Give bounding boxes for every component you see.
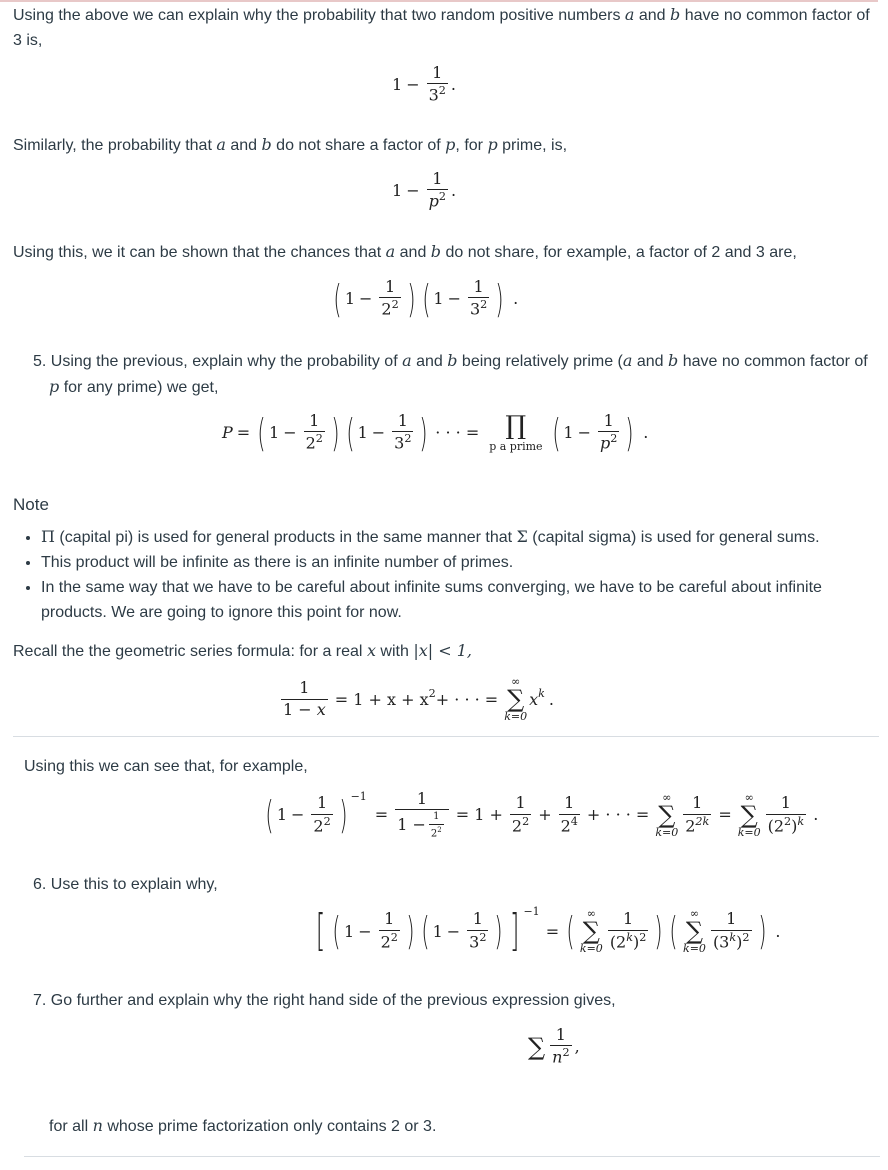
chances-paragraph: Using this, we it can be shown that the chances that a and b do not share, for example, a factor of 2 and 3 are, [13,242,797,261]
equation-factor-p: 1 − $\frac{1}{p^2}$ . [392,169,457,211]
question-6: 6. Use this to explain why, [33,876,218,893]
question-7: 7. Go further and explain why the right hand side of the previous expression gives, [33,992,616,1009]
bottom-divider [24,1156,880,1157]
equation-sum-inverse-squares: ∑ $\frac{1}{n^2}$ , [528,1025,580,1067]
equation-factor-3: 1 − $\frac{1}{3^2}$ . [392,63,456,105]
intro-paragraph: Using the above we can explain why the probability that two random positive numbers a and b have no common factor of 3 is, [13,5,870,49]
question-5: 5. Using the previous, explain why the probability of a and b being relatively prime (a and b have no common factor of p for any prime) we get, [33,351,868,396]
recall-paragraph: Recall the the geometric series formula: for a real x with |x| < 1, [13,641,472,660]
note-heading: Note [13,495,49,514]
equation-geometric-series: $\frac{1}{1 - x}$ = 1 + x + x $^2$ + · · · = ∞ ∑ k=0 x $^k$ . [283,675,555,723]
equation-product-2-3: ( 1 − $\frac{1}{2^2}$ ) ( 1 − $\frac{1}{3^2}$ ) . [333,276,519,321]
equation-product-inverse: [ ( 1 − $\frac{1}{2^2}$ ) ( 1 − $\frac{1}{3^2}$ ) ] $^{-1}$ = ( ∞ ∑ k=0 $\frac{1}{(2^k)^2}$ ) ( ∞ ∑ k=0 $\frac{1}{(3^k)^2}$ ) . [315,904,781,956]
note-item: • In the same way that we have to be careful about infinite sums converging, we have to be careful about infinite products. We are going to ignore this point for now. [41,575,843,625]
note-list [13,524,843,625]
note-item: • This product will be infinite as there is an infinite number of primes. [41,550,843,575]
final-paragraph: for all n whose prime factorization only contains 2 or 3. [49,1116,437,1135]
equation-geometric-example: ( 1 − $\frac{1}{2^2}$ ) $^{-1}$ = 1 1 − $\frac{1}{2^2}$ = 1 + $\frac{1}{2^2}$ + $\frac{1}{2^4}$ + · · · = ∞ ∑ k=0 $\frac{1}{2^{2k}}$ = ∞ ∑ k=0 $\frac{1}{(2^2)^k}$ . [265,789,819,840]
using-paragraph: Using this we can see that, for example, [24,758,308,775]
similar-paragraph: Similarly, the probability that a and b do not share a factor of p, for p prime, is, [13,135,568,154]
equation-euler-product: P = ( 1 − $\frac{1}{2^2}$ ) ( 1 − $\frac{1}{3^2}$ ) · · · = ∏ p a prime ( 1 − $\frac{1}{p^2}$ ) . [222,410,649,455]
note-item: • Π (capital pi) is used for general products in the same manner that Σ (capital sigma) is used for general sums. [41,524,843,550]
section-divider [13,736,879,737]
